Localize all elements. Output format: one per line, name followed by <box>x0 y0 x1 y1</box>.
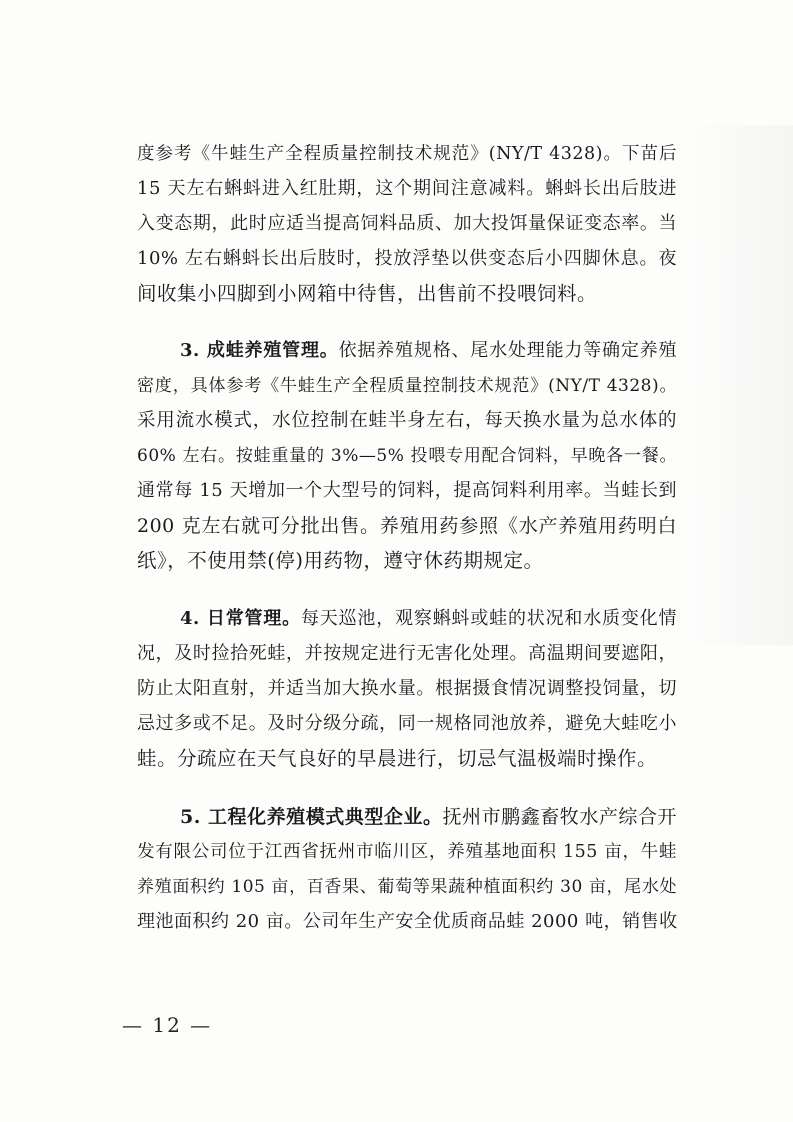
text-line: 入变态期，此时应适当提高饲料品质、加大投饵量保证变态率。当 <box>137 213 677 234</box>
text-line: 200 克左右就可分批出售。养殖用药参照《水产养殖用药明白 <box>137 515 677 537</box>
text-line: 养殖面积约 105 亩，百香果、葡萄等果蔬种植面积约 30 亩，尾水处 <box>137 877 677 897</box>
section-heading-line <box>180 800 677 834</box>
section-heading-line <box>180 334 677 368</box>
heading-line-text: 每天巡池，观察蝌蚪或蛙的状况和水质变化情 <box>300 608 677 629</box>
text-line: 15 天左右蝌蚪进入红肚期，这个期间注意减料。蝌蚪长出后肢进 <box>137 178 677 199</box>
text-line: 防止太阳直射，并适当加大换水量。根据摄食情况调整投饲量，切 <box>137 678 677 699</box>
text-line: 度参考《牛蛙生产全程质量控制技术规范》(NY/T 4328)。下苗后 <box>137 144 677 164</box>
text-line: 通常每 15 天增加一个大型号的饲料，提高饲料利用率。当蛙长到 <box>137 480 677 501</box>
text-line: 况，及时捡拾死蛙，并按规定进行无害化处理。高温期间要遮阳， <box>137 643 677 664</box>
section-heading: 5. 工程化养殖模式典型企业。 <box>180 806 443 828</box>
text-line: 理池面积约 20 亩。公司年生产安全优质商品蛙 2000 吨，销售收 <box>137 911 678 932</box>
text-line: 60% 左右。按蛙重量的 3%—5% 投喂专用配合饲料，早晚各一餐。 <box>137 446 677 466</box>
scan-shadow <box>685 125 793 645</box>
section-heading-line <box>180 602 677 636</box>
text-line: 蛙。分疏应在天气良好的早晨进行，切忌气温极端时操作。 <box>137 747 658 770</box>
heading-line-text: 抚州市鹏鑫畜牧水产综合开 <box>442 806 677 828</box>
text-line: 密度，具体参考《牛蛙生产全程质量控制技术规范》(NY/T 4328)。 <box>137 376 677 396</box>
text-line: 间收集小四脚到小网箱中待售，出售前不投喂饲料。 <box>137 282 598 305</box>
text-line: 发有限公司位于江西省抚州市临川区，养殖基地面积 155 亩，牛蛙 <box>137 842 677 862</box>
text-line: 纸》，不使用禁(停)用药物，遵守休药期规定。 <box>137 549 544 572</box>
section-heading: 3. 成蛙养殖管理。 <box>180 340 339 361</box>
section-heading: 4. 日常管理。 <box>180 608 301 629</box>
text-line: 10% 左右蝌蚪长出后肢时，投放浮垫以供变态后小四脚休息。夜 <box>137 248 677 269</box>
heading-line-text: 依据养殖规格、尾水处理能力等确定养殖 <box>338 340 678 361</box>
text-line: 采用流水模式，水位控制在蛙半身左右，每天换水量为总水体的 <box>137 410 677 431</box>
text-line: 忌过多或不足。及时分级分疏，同一规格同池放养，避免大蛙吃小 <box>137 713 677 734</box>
page-number: — 12 — <box>122 1013 213 1037</box>
